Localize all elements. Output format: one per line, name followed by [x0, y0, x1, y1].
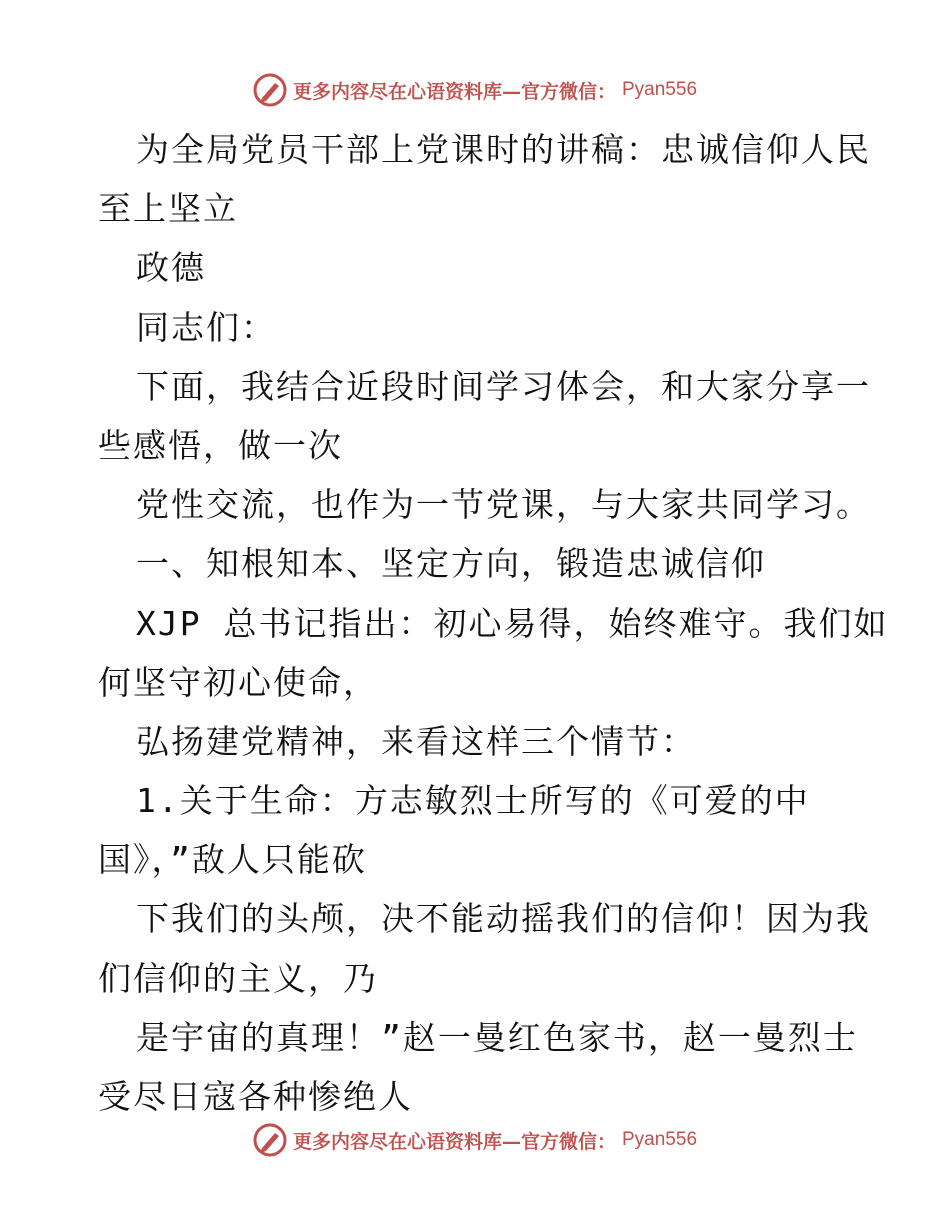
- doc-line: 受尽日寇各种惨绝人: [98, 1077, 413, 1116]
- pen-logo-icon: [253, 1123, 287, 1157]
- header-watermark-banner: [0, 70, 950, 110]
- doc-line: 下我们的头颅，决不能动摇我们的信仰！因为我: [136, 899, 871, 939]
- doc-line: 何坚守初心使命，: [98, 662, 378, 702]
- doc-line: XJP 总书记指出：初心易得，始终难守。我们如: [136, 603, 889, 643]
- banner-wechat-id: Pyan556: [622, 79, 698, 100]
- banner-text: 更多内容尽在心语资料库—官方微信：: [292, 80, 616, 103]
- doc-line: 下面，我结合近段时间学习体会，和大家分享一: [136, 366, 871, 406]
- doc-line: 弘扬建党精神，来看这样三个情节：: [136, 721, 696, 761]
- doc-line-salutation: 同志们：: [136, 307, 276, 347]
- pen-logo-icon: [253, 73, 287, 107]
- doc-line: 党性交流，也作为一节党课，与大家共同学习。: [136, 485, 871, 525]
- doc-line: 1.关于生命：方志敏烈士所写的《可爱的中: [136, 781, 810, 821]
- doc-line: 国》，”敌人只能砍: [98, 840, 367, 880]
- doc-line: 们信仰的主义，乃: [98, 958, 378, 998]
- doc-line-title-1: 为全局党员干部上党课时的讲稿：忠诚信仰人民: [136, 130, 871, 169]
- footer-watermark-banner: [0, 1120, 950, 1160]
- doc-line-title-2: 至上坚立: [98, 189, 238, 229]
- document-body: [98, 120, 889, 1126]
- banner-wechat-id: Pyan556: [622, 1129, 698, 1150]
- banner-text: 更多内容尽在心语资料库—官方微信：: [292, 1130, 616, 1153]
- doc-line: 是宇宙的真理！”赵一曼红色家书，赵一曼烈士: [136, 1017, 858, 1057]
- doc-line: 些感悟，做一次: [98, 425, 343, 465]
- doc-line-title-3: 政德: [136, 248, 206, 288]
- doc-line-section-heading: 一、知根知本、坚定方向，锻造忠诚信仰: [136, 544, 766, 584]
